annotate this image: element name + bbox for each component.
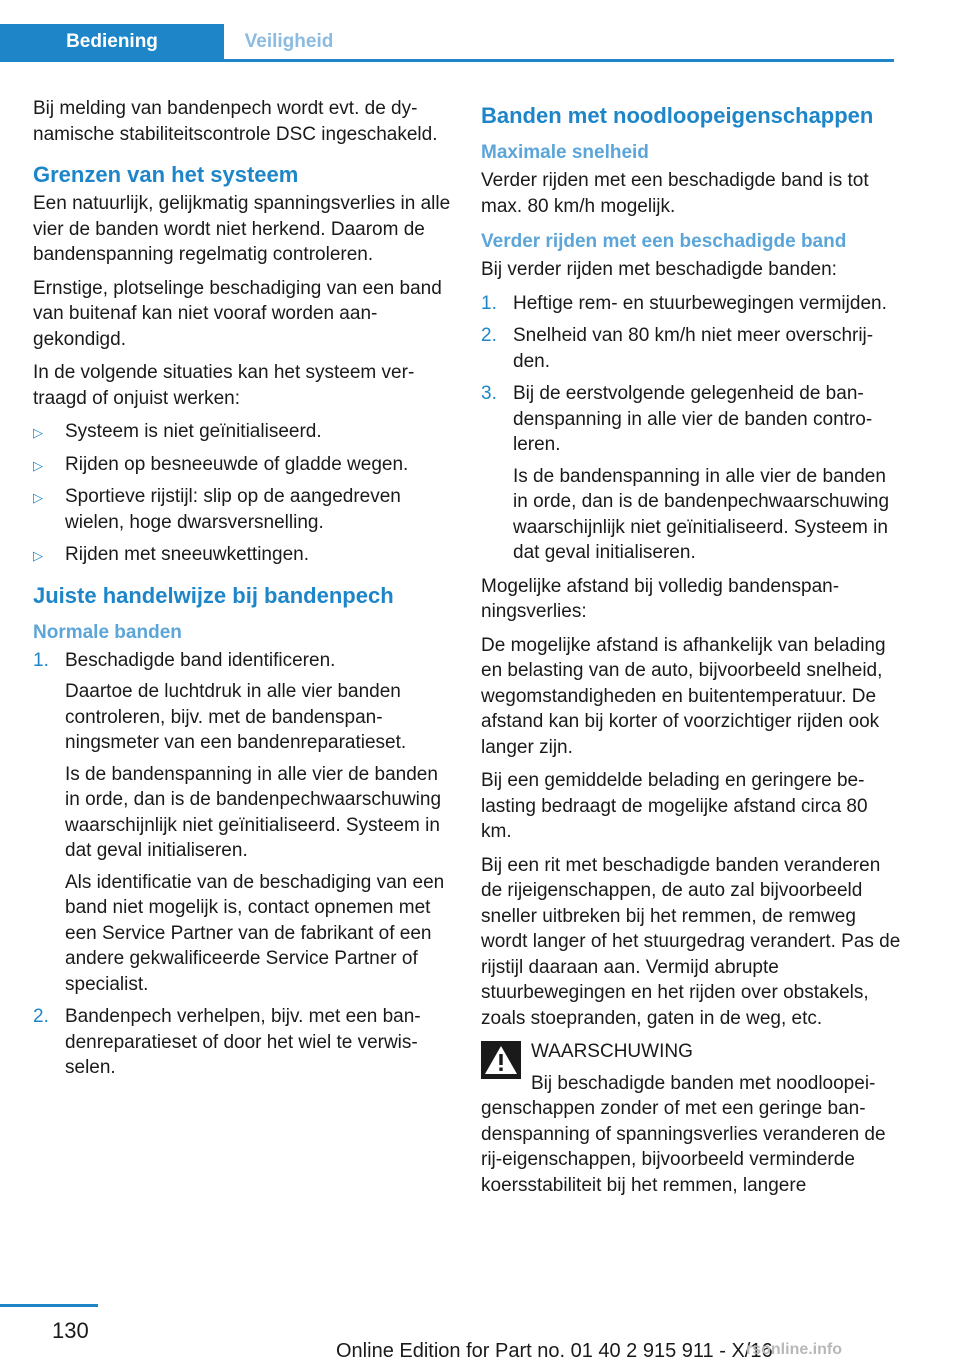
paragraph: Een natuurlijk, gelijkmatig spanningsverlies in alle vier de banden wordt niet herkend. Daarom de bandenspanning regelmatig controleren.	[33, 193, 451, 265]
section-tabbar	[0, 24, 894, 62]
page-number: 130	[52, 1318, 89, 1343]
right-column	[481, 96, 901, 1198]
triangle-bullet-icon: ▷	[33, 425, 43, 440]
left-column	[33, 96, 451, 1089]
heading-runflat-tyres: Banden met noodloopeigenschappen	[481, 103, 874, 128]
edition-note: Online Edition for Part no. 01 40 2 915 911 - X/16	[336, 1340, 773, 1362]
list-item	[481, 381, 901, 566]
driving-steps	[481, 291, 901, 566]
watermark: rsonline.info	[746, 1341, 842, 1358]
list-item: ▷ Rijden met sneeuwkettingen.	[33, 542, 451, 568]
step-number: 1.	[481, 292, 497, 314]
heading-system-limits: Grenzen van het systeem	[33, 162, 299, 187]
tab-bediening[interactable]: Bediening	[0, 24, 224, 59]
triangle-bullet-icon: ▷	[33, 490, 43, 505]
footer-rule	[0, 1304, 98, 1307]
triangle-bullet-icon: ▷	[33, 457, 43, 473]
list-item: ▷ Rijden op besneeuwde of gladde wegen.	[33, 452, 451, 478]
step-detail: Daartoe de luchtdruk in alle vier banden controleren, bijv. met de bandenspanningsmeter van een bandenreparatieset.	[65, 681, 407, 753]
warning-title: WAARSCHUWING	[531, 1041, 693, 1062]
step-number: 2.	[33, 1006, 49, 1027]
list-item	[33, 1004, 451, 1081]
procedure-steps	[33, 648, 451, 1081]
list-item	[33, 648, 451, 998]
paragraph: Bij verder rijden met beschadigde banden:	[481, 259, 837, 280]
step-number: 3.	[481, 383, 497, 404]
step-text: Bandenpech verhelpen, bijv. met een bandenreparatieset of door het wiel te verwisselen.	[65, 1006, 421, 1078]
triangle-bullet-icon: ▷	[33, 548, 43, 563]
warning-text: Bij beschadigde banden met noodloopeigenschappen zonder of met een geringe bandenspanning of spanningsverlies veranderen de rij-eigenschappen, bijvoorbeeld verminderde koersstabiliteit bij het remmen, langere	[481, 1072, 886, 1196]
heading-correct-procedure: Juiste handelwijze bij bandenpech	[33, 582, 394, 608]
step-detail: Als identificatie van de beschadiging van een band niet mogelijk is, contact opnemen met een Service Partner van de fabrikant of een andere gekwalificeerde Service Partner of specialist.	[65, 871, 445, 995]
paragraph: Mogelijke afstand bij volledig bandenspanningsverlies:	[481, 575, 840, 622]
heading-continue-driving: Verder rijden met een beschadigde band	[481, 231, 847, 252]
step-text: Beschadigde band identificeren.	[65, 649, 336, 671]
list-item: ▷ Systeem is niet geïnitialiseerd.	[33, 419, 451, 445]
list-item	[481, 291, 901, 317]
step-text: Snelheid van 80 km/h niet meer overschrijden.	[513, 325, 874, 372]
step-number: 1.	[33, 649, 49, 671]
paragraph: Bij een rit met beschadigde banden veranderen de rijeigenschappen, de auto zal bijvoorbeeld sneller uitbreken bij het remmen, de remweg wordt langer of het stuurgedrag verandert. Pas de rijstijl daaraan aan. Vermijd abrupte stuurbewegingen en het rijden over obstakels, zoals stoepranden, gaten in de weg, etc.	[481, 854, 901, 1029]
step-number: 2.	[481, 325, 497, 346]
tab-veiligheid[interactable]: Veiligheid	[224, 24, 354, 59]
header-rule	[0, 59, 894, 62]
heading-normal-tyres: Normale banden	[33, 621, 182, 643]
step-detail: Is de bandenspanning in alle vier de banden in orde, dan is de bandenpechwaarschuwing waarschijnlijk niet geïnitialiseerd. Systeem in dat geval initialiseren.	[513, 465, 890, 563]
step-detail: Is de bandenspanning in alle vier de banden in orde, dan is de bandenpechwaarschuwing waarschijnlijk niet geïnitialiseerd. Systeem in dat geval initialiseren.	[65, 763, 442, 861]
warning-box	[481, 1039, 901, 1198]
paragraph: Ernstige, plotselinge beschadiging van een band van buitenaf kan niet vooraf worden aangekondigd.	[33, 277, 442, 350]
paragraph: De mogelijke afstand is afhankelijk van belading en belasting van de auto, bijvoorbeeld snelheid, wegomstandigheden en buitentemperatuur. De afstand kan bij korter of voorzichtiger rijden ook langer zijn.	[481, 634, 886, 758]
situation-list	[33, 419, 451, 568]
list-item: ▷ Sportieve rijstijl: slip op de aangedreven wielen, hoge dwarsversnelling.	[33, 486, 401, 533]
heading-max-speed: Maximale snelheid	[481, 142, 649, 163]
intro-paragraph: Bij melding van bandenpech wordt evt. de dynamische stabiliteitscontrole DSC ingeschakeld.	[33, 98, 438, 145]
step-text: Heftige rem- en stuurbewegingen vermijden.	[513, 292, 887, 314]
step-text: Bij de eerstvolgende gelegenheid de bandenspanning in alle vier de banden controleren.	[513, 383, 873, 455]
warning-triangle-icon	[481, 1041, 521, 1079]
paragraph: In de volgende situaties kan het systeem vertraagd of onjuist werken:	[33, 362, 415, 409]
list-item	[481, 323, 901, 374]
paragraph: Bij een gemiddelde belading en geringere belasting bedraagt de mogelijke afstand circa 80 km.	[481, 770, 868, 842]
paragraph: Verder rijden met een beschadigde band is tot max. 80 km/h mogelijk.	[481, 170, 869, 217]
